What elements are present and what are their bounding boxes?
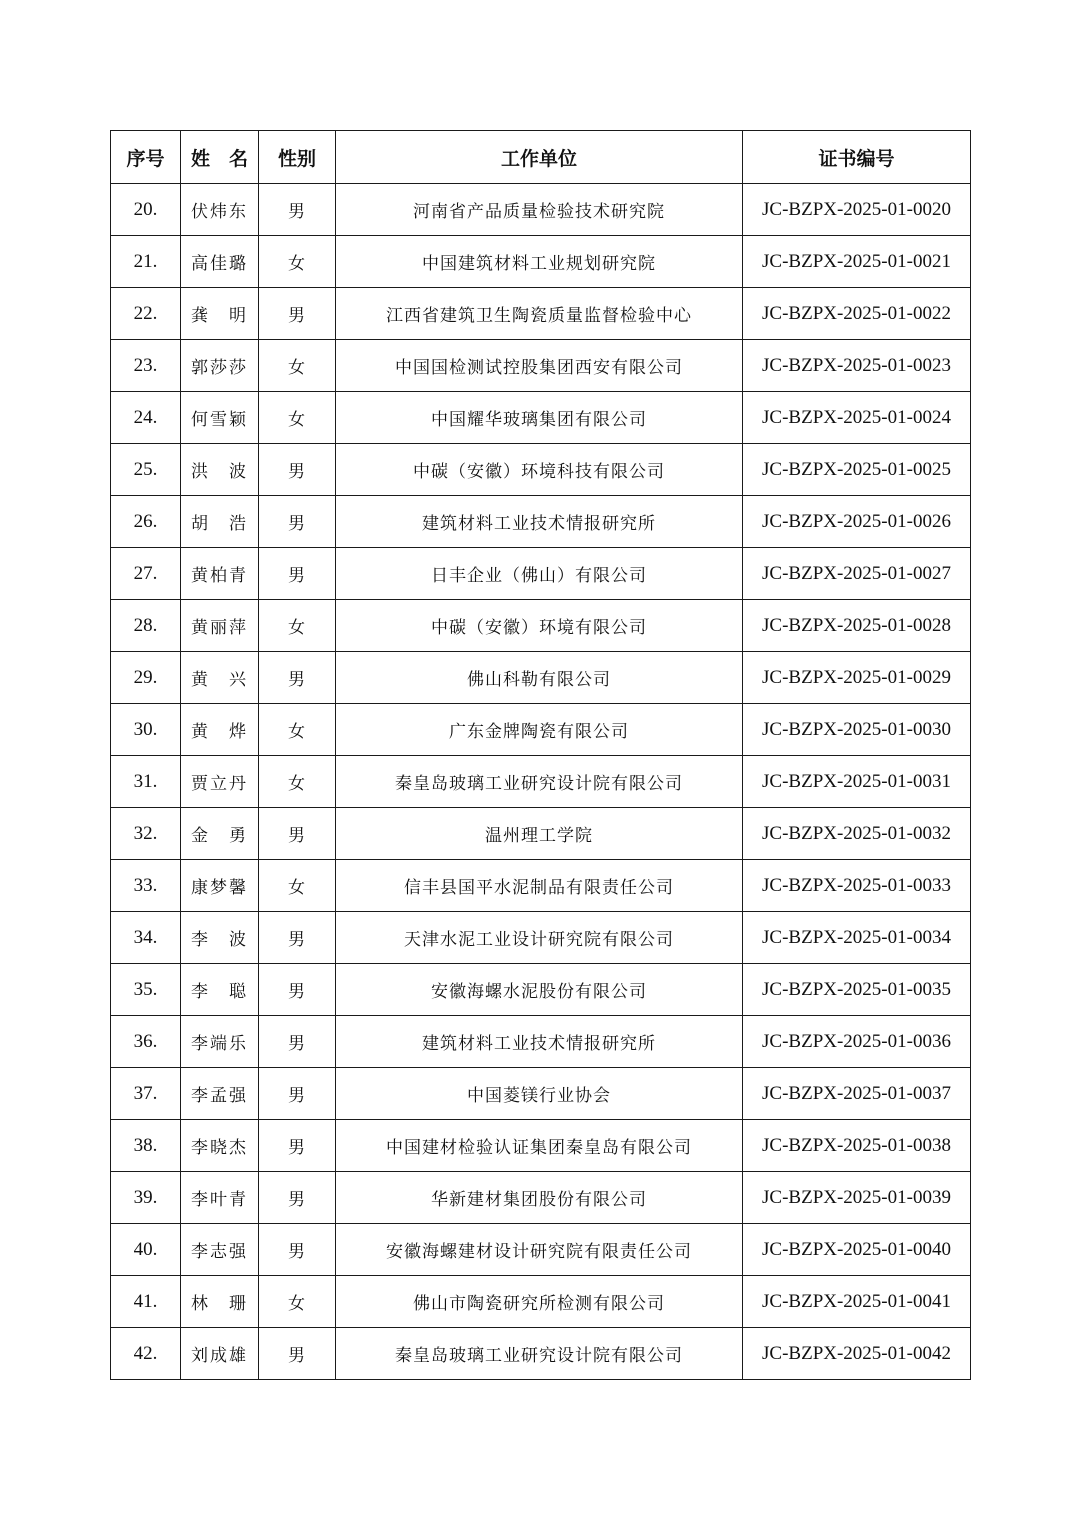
cell-seq: 35.: [111, 964, 181, 1016]
cell-seq: 28.: [111, 600, 181, 652]
cell-cert: JC-BZPX-2025-01-0025: [743, 444, 971, 496]
table-header-row: [111, 131, 971, 184]
table-row: [111, 548, 971, 600]
roster-table-container: [110, 130, 970, 1380]
cell-cert: JC-BZPX-2025-01-0037: [743, 1068, 971, 1120]
table-row: [111, 912, 971, 964]
cell-name: 郭莎莎: [181, 340, 259, 392]
cell-org: 中国建材检验认证集团秦皇岛有限公司: [336, 1120, 743, 1172]
cell-org: 信丰县国平水泥制品有限责任公司: [336, 860, 743, 912]
cell-gender: 男: [259, 652, 336, 704]
cell-seq: 26.: [111, 496, 181, 548]
cell-gender: 男: [259, 1016, 336, 1068]
table-body: [111, 184, 971, 1380]
cell-gender: 女: [259, 340, 336, 392]
cell-gender: 女: [259, 392, 336, 444]
cell-org: 广东金牌陶瓷有限公司: [336, 704, 743, 756]
cell-cert: JC-BZPX-2025-01-0021: [743, 236, 971, 288]
cell-gender: 女: [259, 236, 336, 288]
cell-name: 黄 兴: [181, 652, 259, 704]
cell-cert: JC-BZPX-2025-01-0034: [743, 912, 971, 964]
cell-org: 华新建材集团股份有限公司: [336, 1172, 743, 1224]
cell-org: 建筑材料工业技术情报研究所: [336, 1016, 743, 1068]
cell-name: 李 波: [181, 912, 259, 964]
cell-org: 温州理工学院: [336, 808, 743, 860]
cell-gender: 男: [259, 548, 336, 600]
table-row: [111, 808, 971, 860]
cell-seq: 33.: [111, 860, 181, 912]
cell-seq: 32.: [111, 808, 181, 860]
cell-seq: 25.: [111, 444, 181, 496]
cell-org: 中国耀华玻璃集团有限公司: [336, 392, 743, 444]
cell-seq: 20.: [111, 184, 181, 236]
cell-gender: 女: [259, 756, 336, 808]
cell-gender: 男: [259, 1172, 336, 1224]
cell-gender: 女: [259, 600, 336, 652]
cell-cert: JC-BZPX-2025-01-0036: [743, 1016, 971, 1068]
cell-cert: JC-BZPX-2025-01-0033: [743, 860, 971, 912]
table-row: [111, 184, 971, 236]
cell-seq: 29.: [111, 652, 181, 704]
cell-gender: 男: [259, 808, 336, 860]
table-row: [111, 860, 971, 912]
cell-cert: JC-BZPX-2025-01-0040: [743, 1224, 971, 1276]
cell-seq: 27.: [111, 548, 181, 600]
table-row: [111, 756, 971, 808]
cell-gender: 男: [259, 1224, 336, 1276]
cell-name: 黄柏青: [181, 548, 259, 600]
cell-org: 中碳（安徽）环境有限公司: [336, 600, 743, 652]
cell-seq: 21.: [111, 236, 181, 288]
cell-org: 中国建筑材料工业规划研究院: [336, 236, 743, 288]
table-row: [111, 1068, 971, 1120]
cell-cert: JC-BZPX-2025-01-0026: [743, 496, 971, 548]
cell-gender: 男: [259, 1120, 336, 1172]
cell-cert: JC-BZPX-2025-01-0024: [743, 392, 971, 444]
header-name: 姓 名: [181, 131, 259, 184]
cell-org: 中国国检测试控股集团西安有限公司: [336, 340, 743, 392]
table-row: [111, 496, 971, 548]
cell-seq: 39.: [111, 1172, 181, 1224]
cell-org: 天津水泥工业设计研究院有限公司: [336, 912, 743, 964]
cell-org: 佛山科勒有限公司: [336, 652, 743, 704]
cell-cert: JC-BZPX-2025-01-0032: [743, 808, 971, 860]
cell-seq: 34.: [111, 912, 181, 964]
cell-org: 建筑材料工业技术情报研究所: [336, 496, 743, 548]
cell-name: 何雪颖: [181, 392, 259, 444]
cell-cert: JC-BZPX-2025-01-0023: [743, 340, 971, 392]
certificate-roster-table: [110, 130, 971, 1380]
cell-org: 江西省建筑卫生陶瓷质量监督检验中心: [336, 288, 743, 340]
table-row: [111, 340, 971, 392]
cell-name: 洪 波: [181, 444, 259, 496]
cell-gender: 女: [259, 860, 336, 912]
cell-cert: JC-BZPX-2025-01-0041: [743, 1276, 971, 1328]
cell-name: 李叶青: [181, 1172, 259, 1224]
cell-cert: JC-BZPX-2025-01-0022: [743, 288, 971, 340]
cell-cert: JC-BZPX-2025-01-0038: [743, 1120, 971, 1172]
table-row: [111, 1120, 971, 1172]
cell-name: 高佳璐: [181, 236, 259, 288]
cell-org: 秦皇岛玻璃工业研究设计院有限公司: [336, 1328, 743, 1380]
cell-name: 伏炜东: [181, 184, 259, 236]
cell-org: 日丰企业（佛山）有限公司: [336, 548, 743, 600]
table-row: [111, 1328, 971, 1380]
cell-gender: 男: [259, 1328, 336, 1380]
cell-cert: JC-BZPX-2025-01-0020: [743, 184, 971, 236]
cell-name: 金 勇: [181, 808, 259, 860]
cell-gender: 男: [259, 964, 336, 1016]
table-row: [111, 964, 971, 1016]
cell-seq: 24.: [111, 392, 181, 444]
cell-cert: JC-BZPX-2025-01-0039: [743, 1172, 971, 1224]
cell-name: 黄 烨: [181, 704, 259, 756]
cell-name: 李端乐: [181, 1016, 259, 1068]
cell-name: 李 聪: [181, 964, 259, 1016]
cell-name: 康梦馨: [181, 860, 259, 912]
cell-name: 李晓杰: [181, 1120, 259, 1172]
table-row: [111, 288, 971, 340]
cell-cert: JC-BZPX-2025-01-0030: [743, 704, 971, 756]
cell-cert: JC-BZPX-2025-01-0031: [743, 756, 971, 808]
cell-name: 龚 明: [181, 288, 259, 340]
table-row: [111, 600, 971, 652]
table-row: [111, 236, 971, 288]
table-row: [111, 704, 971, 756]
table-row: [111, 652, 971, 704]
cell-gender: 男: [259, 184, 336, 236]
cell-seq: 42.: [111, 1328, 181, 1380]
cell-seq: 23.: [111, 340, 181, 392]
table-row: [111, 1276, 971, 1328]
table-row: [111, 392, 971, 444]
cell-seq: 37.: [111, 1068, 181, 1120]
cell-seq: 31.: [111, 756, 181, 808]
cell-seq: 40.: [111, 1224, 181, 1276]
cell-org: 中国菱镁行业协会: [336, 1068, 743, 1120]
cell-cert: JC-BZPX-2025-01-0042: [743, 1328, 971, 1380]
cell-cert: JC-BZPX-2025-01-0027: [743, 548, 971, 600]
cell-gender: 男: [259, 912, 336, 964]
header-gender: 性别: [259, 131, 336, 184]
cell-org: 中碳（安徽）环境科技有限公司: [336, 444, 743, 496]
table-row: [111, 1224, 971, 1276]
cell-seq: 41.: [111, 1276, 181, 1328]
cell-gender: 男: [259, 496, 336, 548]
cell-cert: JC-BZPX-2025-01-0028: [743, 600, 971, 652]
cell-gender: 女: [259, 704, 336, 756]
cell-seq: 38.: [111, 1120, 181, 1172]
header-seq: 序号: [111, 131, 181, 184]
table-row: [111, 444, 971, 496]
cell-name: 胡 浩: [181, 496, 259, 548]
table-row: [111, 1016, 971, 1068]
cell-cert: JC-BZPX-2025-01-0035: [743, 964, 971, 1016]
table-row: [111, 1172, 971, 1224]
header-org: 工作单位: [336, 131, 743, 184]
cell-org: 河南省产品质量检验技术研究院: [336, 184, 743, 236]
cell-name: 刘成雄: [181, 1328, 259, 1380]
cell-name: 李孟强: [181, 1068, 259, 1120]
cell-name: 黄丽萍: [181, 600, 259, 652]
cell-seq: 36.: [111, 1016, 181, 1068]
cell-gender: 女: [259, 1276, 336, 1328]
cell-name: 李志强: [181, 1224, 259, 1276]
cell-gender: 男: [259, 444, 336, 496]
cell-org: 秦皇岛玻璃工业研究设计院有限公司: [336, 756, 743, 808]
cell-org: 安徽海螺水泥股份有限公司: [336, 964, 743, 1016]
header-cert: 证书编号: [743, 131, 971, 184]
cell-seq: 22.: [111, 288, 181, 340]
cell-org: 佛山市陶瓷研究所检测有限公司: [336, 1276, 743, 1328]
cell-seq: 30.: [111, 704, 181, 756]
cell-cert: JC-BZPX-2025-01-0029: [743, 652, 971, 704]
cell-gender: 男: [259, 1068, 336, 1120]
cell-name: 贾立丹: [181, 756, 259, 808]
cell-name: 林 珊: [181, 1276, 259, 1328]
cell-org: 安徽海螺建材设计研究院有限责任公司: [336, 1224, 743, 1276]
cell-gender: 男: [259, 288, 336, 340]
